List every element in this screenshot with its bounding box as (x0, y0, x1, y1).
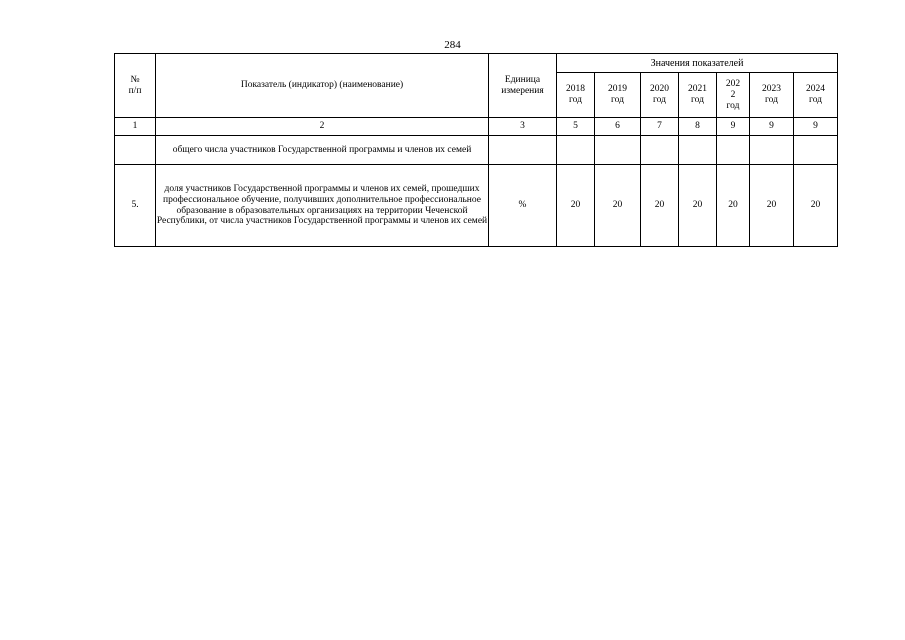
header-unit: Единица измерения (489, 54, 557, 118)
row-number (115, 136, 156, 165)
value-cell (641, 136, 679, 165)
header-row-1 (115, 54, 838, 73)
value-cell: 20 (717, 165, 750, 247)
header-year-2021: 2021 год (679, 73, 717, 118)
header-indicator: Показатель (индикатор) (наименование) (156, 54, 489, 118)
header-year-2024: 2024 год (794, 73, 838, 118)
page-number: 284 (444, 39, 461, 51)
column-number: 8 (679, 118, 717, 136)
column-number: 6 (595, 118, 641, 136)
value-cell (679, 136, 717, 165)
header-year-2020: 2020 год (641, 73, 679, 118)
value-cell (717, 136, 750, 165)
column-number: 1 (115, 118, 156, 136)
indicators-table (114, 53, 838, 247)
table-row (115, 136, 838, 165)
indicator-name: общего числа участников Государственной программы и членов их семей (156, 136, 489, 165)
value-cell (794, 136, 838, 165)
column-number: 5 (557, 118, 595, 136)
value-cell: 20 (794, 165, 838, 247)
header-values: Значения показателей (557, 54, 838, 73)
value-cell: 20 (641, 165, 679, 247)
header-year-2022: 202 2 год (717, 73, 750, 118)
value-cell (557, 136, 595, 165)
column-number: 7 (641, 118, 679, 136)
column-number: 9 (794, 118, 838, 136)
column-number: 9 (717, 118, 750, 136)
unit-cell: % (489, 165, 557, 247)
value-cell: 20 (750, 165, 794, 247)
column-number: 2 (156, 118, 489, 136)
value-cell: 20 (557, 165, 595, 247)
table-row (115, 165, 838, 247)
value-cell (595, 136, 641, 165)
header-year-2023: 2023 год (750, 73, 794, 118)
header-number: № п/п (115, 54, 156, 118)
unit-cell (489, 136, 557, 165)
column-number: 9 (750, 118, 794, 136)
value-cell: 20 (595, 165, 641, 247)
column-number-row (115, 118, 838, 136)
value-cell (750, 136, 794, 165)
value-cell: 20 (679, 165, 717, 247)
column-number: 3 (489, 118, 557, 136)
header-year-2018: 2018 год (557, 73, 595, 118)
indicator-name: доля участников Государственной программы и членов их семей, прошедших профессиональное обучение, получивших дополнительное профессиональное образование в образовательных организациях на территории Чеченской Республики, от числа участников Государственной программы и членов их семей (156, 165, 489, 247)
row-number: 5. (115, 165, 156, 247)
header-year-2019: 2019 год (595, 73, 641, 118)
